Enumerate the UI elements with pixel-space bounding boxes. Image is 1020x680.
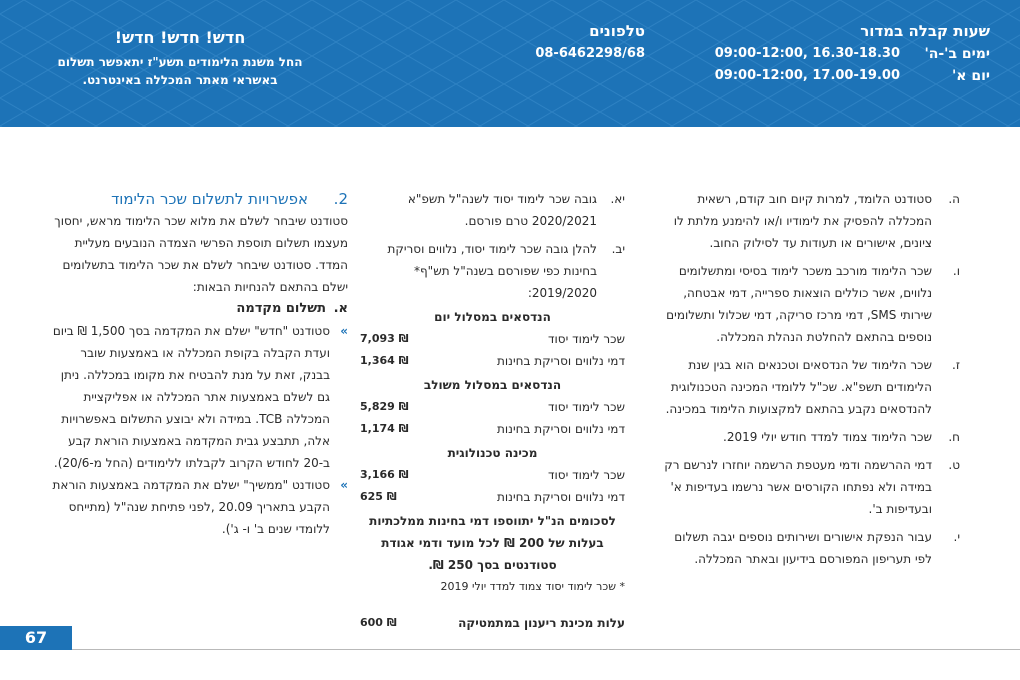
news-line: באשראי מאתר המכללה באינטרנט. [82, 73, 278, 87]
list-item [660, 426, 960, 448]
list-item [660, 354, 960, 420]
list-item [660, 526, 960, 570]
bullet-text: סטודנט "ממשיך" ישלם את המקדמה באמצעות הוראת הקבע בתאריך 20.09 ,לפני פתיחת שנה"ל (מתייחס ללומדי שנים ב' ו- ג'). [52, 478, 330, 536]
fee-row [360, 328, 625, 350]
fee-label: שכר לימוד יסוד [547, 468, 625, 482]
fee-amount: 1,174 ₪ [360, 422, 409, 435]
intro-paragraph: סטודנט שיבחר לשלם את מלוא שכר הלימוד מראש, יחסוך מעצמו תשלום תוספת הפרשי הצמדה הנובעים מעליית המדד. סטודנט שיבחר לשלם את שכר הלימוד בתשלומים ישלם בהתאם להנחיות הבאות: [54, 214, 348, 294]
column-fees [360, 188, 625, 634]
news-block [30, 28, 330, 89]
sub-marker: א. [333, 301, 348, 316]
item-text: סטודנט הלומד, למרות קיום חוב קודם, רשאית המכללה להפסיק את לימודיו ו/או להימנע מלתת לו ציונים, אישורים או תעודות עד לסילוק החוב. [673, 192, 932, 250]
list-item [660, 454, 960, 520]
list-item [360, 238, 625, 304]
item-marker: יא. [610, 192, 625, 206]
exam-fees-note: לסכומים הנ"ל יתווספו דמי בחינות ממלכתיות בעלות של 200 ₪ לכל מועד ודמי אגודת סטודנטים בסך 250 ₪. [369, 514, 616, 572]
item-text: שכר הלימוד מורכב משכר לימוד בסיסי ומתשלומים נלווים, אשר כוללים הוצאות ספרייה, דמי אבטחה, שירותי SMS, דמי מרכז סריקה, דמי שכלול ותשלומים נוספים בהתאם להחלטת הנהלת המכללה. [666, 264, 932, 344]
fee-row [360, 418, 625, 440]
hours-title: שעות קבלה במדור [860, 22, 990, 40]
hours-value: 09:00-12:00, 16.30-18.30 [714, 46, 900, 61]
hours-days: יום א' [951, 68, 990, 84]
column-payment-options [48, 188, 348, 540]
fee-row [360, 350, 625, 372]
fee-label: עלות מכינת ריענון במתמטיקה [458, 616, 625, 630]
item-marker: י. [953, 530, 960, 544]
fee-row [360, 486, 625, 508]
item-text: דמי ההרשמה ודמי מעטפת הרשמה יוחזרו לנרשם רק במידה ולא נפתחו הקורסים אשר נרשמו בעדיפות א' ובעדיפות ב'. [664, 458, 932, 516]
news-title: חדש! חדש! חדש! [114, 28, 246, 47]
footer-divider [72, 649, 1020, 650]
fee-amount: 1,364 ₪ [360, 354, 409, 367]
chevron-bullet-icon: » [340, 324, 348, 338]
item-text: שכר הלימוד צמוד למדד חודש יולי 2019. [723, 430, 932, 444]
fee-label: דמי נלווים וסריקת בחינות [497, 490, 625, 504]
item-marker: יב. [611, 242, 625, 256]
hours-row [630, 46, 990, 62]
fee-group-title: מכינה טכנולוגית [447, 446, 538, 460]
fee-label: דמי נלווים וסריקת בחינות [497, 354, 625, 368]
list-item [660, 260, 960, 348]
hours-days: ימים ב'-ה' [924, 46, 990, 62]
sub-heading [48, 298, 348, 320]
section-title [48, 188, 348, 210]
item-marker: ז. [952, 358, 960, 372]
hours-value: 09:00-12:00, 17.00-19.00 [714, 68, 900, 83]
phones-block [485, 22, 645, 61]
item-marker: ו. [952, 264, 960, 278]
header-banner [0, 0, 1020, 127]
item-marker: ה. [948, 192, 960, 206]
phones-title: טלפונים [589, 22, 645, 40]
list-item [48, 320, 348, 474]
item-text: גובה שכר לימוד יסוד לשנה"ל תשפ"א 2020/2021 טרם פורסם. [407, 192, 597, 228]
item-text: להלן גובה שכר לימוד יסוד, נלווים וסריקת בחינות כפי שפורסם בשנה"ל תש"ף* 2019/2020: [387, 242, 597, 300]
fee-amount: 7,093 ₪ [360, 332, 409, 345]
page-number: 67 [0, 626, 72, 650]
list-item [360, 188, 625, 232]
fee-amount: 600 ₪ [360, 616, 397, 629]
section-title-text: אפשרויות לתשלום שכר הלימוד [111, 190, 308, 208]
chevron-bullet-icon: » [340, 478, 348, 492]
fee-label: שכר לימוד יסוד [547, 400, 625, 414]
fee-group-title: הנדסאים במסלול משולב [423, 378, 562, 392]
sub-title: תשלום מקדמה [236, 301, 326, 316]
fee-group-title: הנדסאים במסלול יום [434, 310, 551, 324]
fee-row [360, 396, 625, 418]
item-marker: ט. [948, 458, 960, 472]
index-note: * שכר לימוד יסוד צמוד למדד יולי 2019 [440, 580, 625, 593]
list-item [48, 474, 348, 540]
news-line: החל משנת הלימודים תשע"ז יתאפשר תשלום [57, 55, 303, 69]
item-text: עבור הנפקת אישורים ושירותים נוספים יגבה תשלום לפי תעריפון המפורסם בידיעון ובאתר המכללה. [674, 530, 932, 566]
item-text: שכר הלימוד של הנדסאים וטכנאים הוא בגין שנת הלימודים תשפ"א. שכ"ל ללומדי המכינה הטכנולוגית להנדסאים נקבע בהתאם למקצועות הלימוד במכינה. [665, 358, 932, 416]
hours-row [630, 68, 990, 84]
column-rules [660, 188, 960, 576]
bullet-text: סטודנט "חדש" ישלם את המקדמה בסך 1,500 ₪ ביום ועדת הקבלה בקופת המכללה או באמצעות שובר בבנק, זאת על מנת להבטיח את מקומו במכללה. ניתן גם לשלם באמצעות אתר המכללה או אפליקציית המכללה TCB. במידה ולא יבוצע התשלום באפשרויות אלה, תתבצע גבית המקדמה באמצעות הוראת קבע ב-20 לחודש הקרוב לקבלתו ללימודים (החל מ-20/6). [52, 324, 330, 470]
fee-amount: 3,166 ₪ [360, 468, 409, 481]
section-number: 2. [333, 190, 348, 208]
item-marker: ח. [948, 430, 960, 444]
fee-label: דמי נלווים וסריקת בחינות [497, 422, 625, 436]
fee-amount: 625 ₪ [360, 490, 397, 503]
list-item [660, 188, 960, 254]
fee-row [360, 464, 625, 486]
phones-value: 08-6462298/68 [535, 46, 645, 61]
fee-label: שכר לימוד יסוד [547, 332, 625, 346]
prep-course-row [360, 612, 625, 634]
fee-amount: 5,829 ₪ [360, 400, 409, 413]
reception-hours [630, 22, 990, 90]
